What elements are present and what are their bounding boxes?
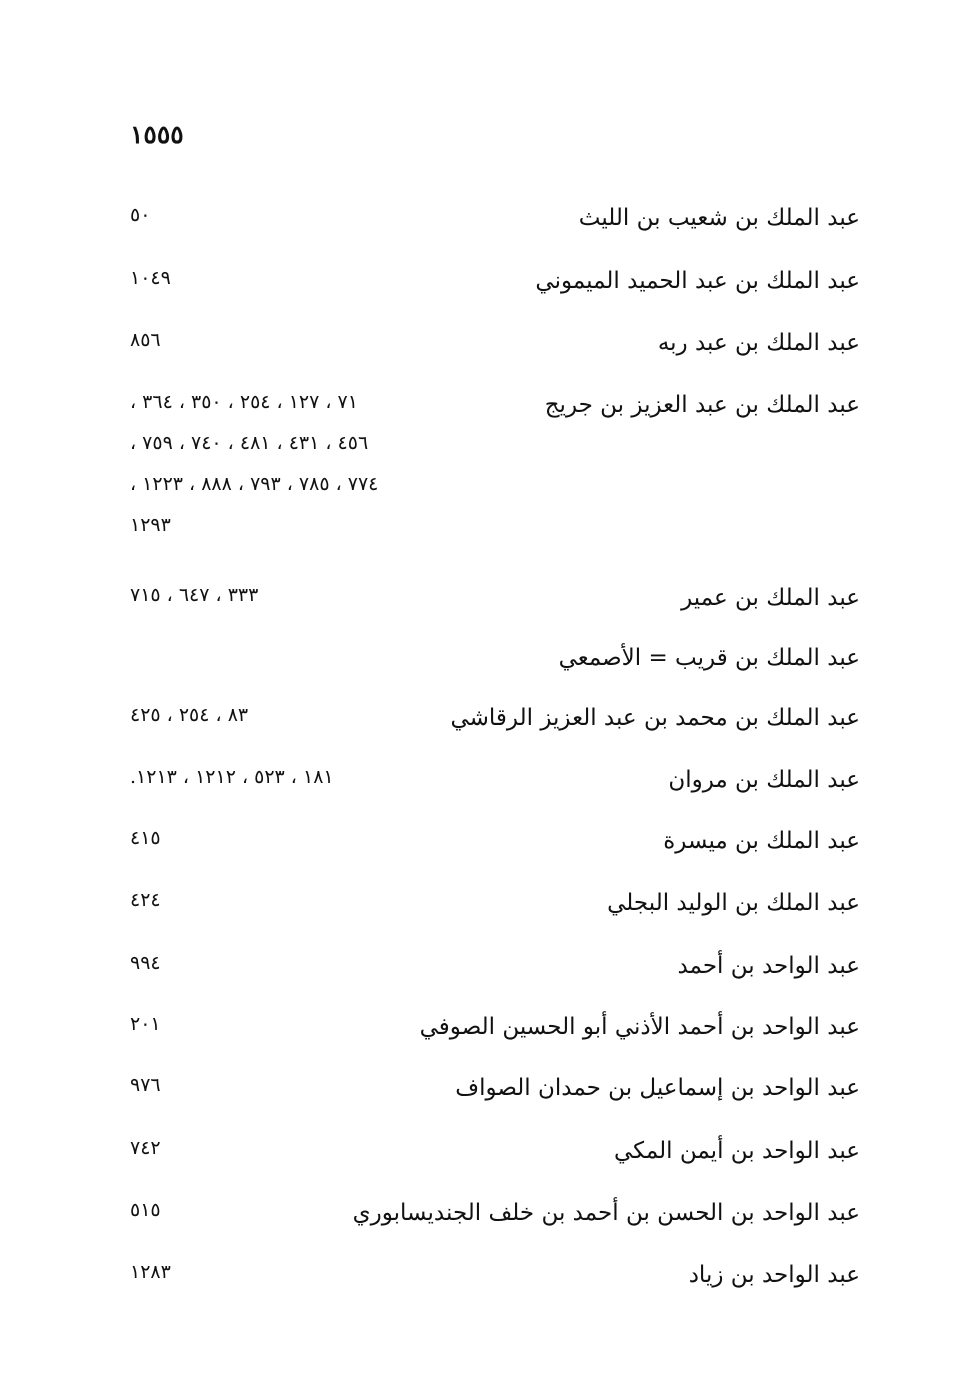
page-ref-line: ٩٩٤ [130, 952, 161, 974]
entry-name: عبد الملك بن مروان [668, 767, 860, 793]
entry-page-refs [130, 1065, 161, 1106]
entry-name: عبد الملك بن عبد الحميد الميموني [535, 268, 860, 294]
entry-page-refs [130, 1004, 161, 1045]
entry-page-refs [130, 818, 161, 859]
page-ref-line: ١٠٤٩ [130, 267, 171, 289]
entry-name: عبد الواحد بن أحمد [677, 953, 860, 979]
entry-page-refs [130, 1252, 171, 1293]
entry-page-refs [130, 258, 171, 299]
entry-name: عبد الملك بن قريب = الأصمعي [558, 645, 860, 671]
page-ref-line: ٤٢٤ [130, 889, 161, 911]
page-ref-line: ٣٣٣ ، ٦٤٧ ، ٧١٥ [130, 584, 259, 606]
entry-name: عبد الواحد بن أحمد الأذني أبو الحسين الصوفي [419, 1014, 860, 1040]
page-ref-line: ١٢٨٣ [130, 1261, 171, 1283]
page-ref-line: ١٨١ ، ٥٢٣ ، ١٢١٢ ، ١٢١٣. [130, 766, 334, 788]
page-ref-line: ٩٧٦ [130, 1074, 161, 1096]
entry-page-refs [130, 880, 161, 921]
page-ref-line: ٥٠ [130, 204, 151, 226]
entry-name: عبد الملك بن الوليد البجلي [607, 890, 860, 916]
page-ref-line: ٢٠١ [130, 1013, 161, 1035]
entry-name: عبد الملك بن عمير [681, 585, 860, 611]
entry-page-refs [130, 320, 161, 361]
entry-name: عبد الملك بن محمد بن عبد العزيز الرقاشي [450, 705, 860, 731]
entry-page-refs [130, 943, 161, 984]
entry-name: عبد الملك بن عبد العزيز بن جريج [544, 392, 860, 418]
entry-name: عبد الملك بن شعيب بن الليث [578, 205, 860, 231]
page-number: ١٥٥٥ [130, 120, 184, 149]
page-ref-line: ٧٧٤ ، ٧٨٥ ، ٧٩٣ ، ٨٨٨ ، ١٢٢٣ ، [130, 473, 379, 495]
page-ref-line: ٥١٥ [130, 1199, 161, 1221]
entry-name: عبد الملك بن ميسرة [663, 828, 860, 854]
entry-page-refs [130, 1128, 161, 1169]
entry-page-refs [130, 1190, 161, 1231]
entry-page-refs [130, 575, 258, 616]
page-ref-line: ٧٤٢ [130, 1137, 161, 1159]
entry-page-refs [130, 382, 378, 546]
entry-name: عبد الواحد بن الحسن بن أحمد بن خلف الجنديسابوري [352, 1200, 860, 1226]
page-ref-line: ٨٣ ، ٢٥٤ ، ٤٢٥ [130, 704, 249, 726]
entry-page-refs [130, 695, 248, 736]
page-ref-line: ٨٥٦ [130, 329, 161, 351]
entry-page-refs [130, 195, 150, 236]
entry-name: عبد الواحد بن إسماعيل بن حمدان الصواف [455, 1075, 860, 1101]
page-ref-line: ٤٥٦ ، ٤٣١ ، ٤٨١ ، ٧٤٠ ، ٧٥٩ ، [130, 432, 369, 454]
entry-name: عبد الواحد بن أيمن المكي [613, 1138, 860, 1164]
entry-name: عبد الواحد بن زياد [688, 1262, 860, 1288]
page-ref-line: ٧١ ، ١٢٧ ، ٢٥٤ ، ٣٥٠ ، ٣٦٤ ، [130, 391, 358, 413]
page-ref-line: ٤١٥ [130, 827, 161, 849]
entry-page-refs [130, 757, 334, 798]
page-ref-line: ١٢٩٣ [130, 514, 171, 536]
entry-name: عبد الملك بن عبد ربه [657, 330, 860, 356]
